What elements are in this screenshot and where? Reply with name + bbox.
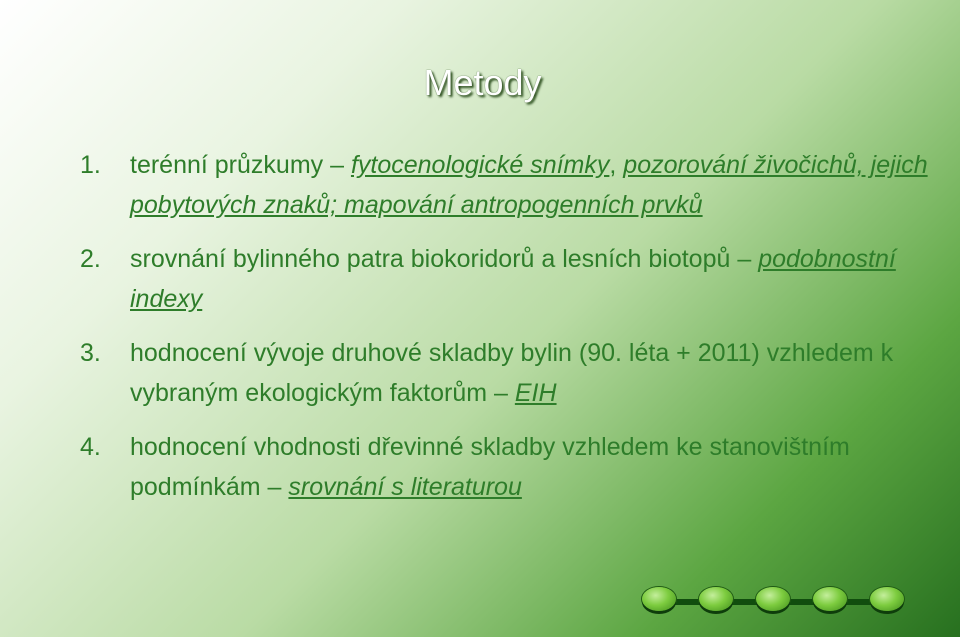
item-number: 1. — [80, 151, 101, 179]
dots-chain-icon — [642, 585, 914, 619]
list-item — [80, 333, 940, 413]
slide-title: Metody — [423, 62, 542, 103]
dot-icon — [642, 587, 676, 611]
item-text: hodnocení vhodnosti dřevinné skladby vzhledem ke stanovištním podmínkám – — [130, 433, 850, 501]
item-text: terénní průzkumy – — [130, 151, 351, 179]
item-link[interactable]: fytocenologické snímky — [350, 151, 610, 179]
item-number: 3. — [80, 339, 101, 367]
list-item — [80, 145, 940, 225]
item-link[interactable]: pozorování živočichů, jejich pobytových znaků; mapování antropogenních prvků — [130, 151, 928, 219]
item-text: hodnocení vývoje druhové skladby bylin (90. léta + 2011) vzhledem k vybraným ekologickým faktorům – — [130, 339, 894, 407]
list-item — [80, 427, 940, 507]
item-link[interactable]: srovnání s literaturou — [288, 473, 522, 501]
dot-icon — [870, 587, 904, 611]
method-list — [80, 145, 940, 507]
item-text: , — [609, 151, 624, 179]
item-number: 2. — [80, 245, 101, 273]
item-text: srovnání bylinného patra biokoridorů a lesních biotopů – — [130, 245, 759, 273]
dot-icon — [756, 587, 790, 611]
item-link[interactable]: EIH — [514, 379, 557, 407]
dot-icon — [699, 587, 733, 611]
list-item — [80, 239, 940, 319]
dot-icon — [813, 587, 847, 611]
item-link[interactable]: podobnostní indexy — [130, 245, 896, 313]
item-number: 4. — [80, 433, 101, 461]
